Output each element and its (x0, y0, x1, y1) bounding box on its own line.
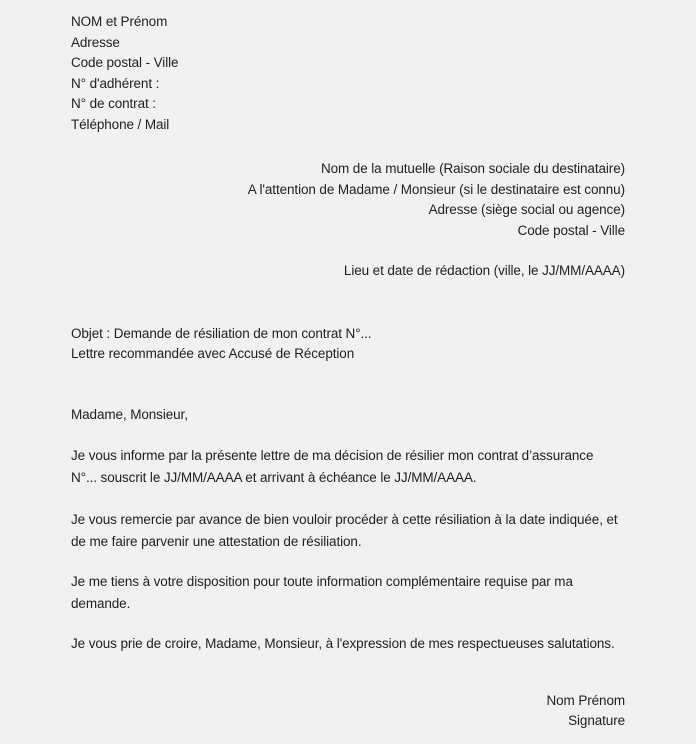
paragraph-termination-notice (71, 445, 625, 488)
recipient-attention: A l'attention de Madame / Monsieur (si le destinataire est connu) (247, 181, 625, 197)
paragraph-line: Je vous prie de croire, Madame, Monsieur, à l'expression de mes respectueuses salutations. (71, 636, 615, 651)
paragraph-line: demande. (71, 595, 131, 611)
sender-member-number: N° d'adhérent : (71, 75, 160, 91)
sender-postal-city: Code postal - Ville (71, 55, 179, 70)
sender-address: Adresse (71, 34, 120, 50)
paragraph-request-confirmation (71, 509, 625, 552)
recipient-company: Nom de la mutuelle (Raison sociale du destinataire) (320, 161, 625, 176)
salutation-text: Madame, Monsieur, (71, 406, 188, 422)
paragraph-closing-formula (71, 633, 625, 655)
paragraph-line: Je vous informe par la présente lettre de ma décision de résilier mon contrat d’assurance (71, 448, 594, 463)
signature-block (71, 691, 625, 732)
recipient-postal-city: Code postal - Ville (517, 222, 625, 238)
subject-block (71, 324, 625, 365)
recipient-block (71, 159, 625, 241)
signature-name: Nom Prénom (546, 692, 625, 708)
date-line (71, 261, 625, 282)
subject-line: Objet : Demande de résiliation de mon contrat N°... (71, 325, 372, 341)
paragraph-availability (71, 571, 625, 614)
sender-name: NOM et Prénom (71, 14, 168, 29)
paragraph-line: Je vous remercie par avance de bien vouloir procéder à cette résiliation à la date indiquée, et (71, 512, 618, 527)
sender-block (71, 12, 625, 135)
place-and-date: Lieu et date de rédaction (ville, le JJ/MM/AAAA) (343, 263, 625, 278)
registered-mail-line: Lettre recommandée avec Accusé de Réception (71, 346, 355, 361)
salutation (71, 405, 625, 426)
sender-contract-number: N° de contrat : (71, 96, 156, 111)
paragraph-line: Je me tiens à votre disposition pour toute information complémentaire requise par ma (71, 574, 573, 589)
paragraph-line: de me faire parvenir une attestation de résiliation. (71, 533, 362, 549)
sender-phone-mail: Téléphone / Mail (71, 116, 170, 132)
signature-label: Signature (568, 713, 625, 728)
recipient-address: Adresse (siège social ou agence) (428, 202, 625, 217)
paragraph-line: N°... souscrit le JJ/MM/AAAA et arrivant à échéance le JJ/MM/AAAA. (71, 469, 477, 485)
